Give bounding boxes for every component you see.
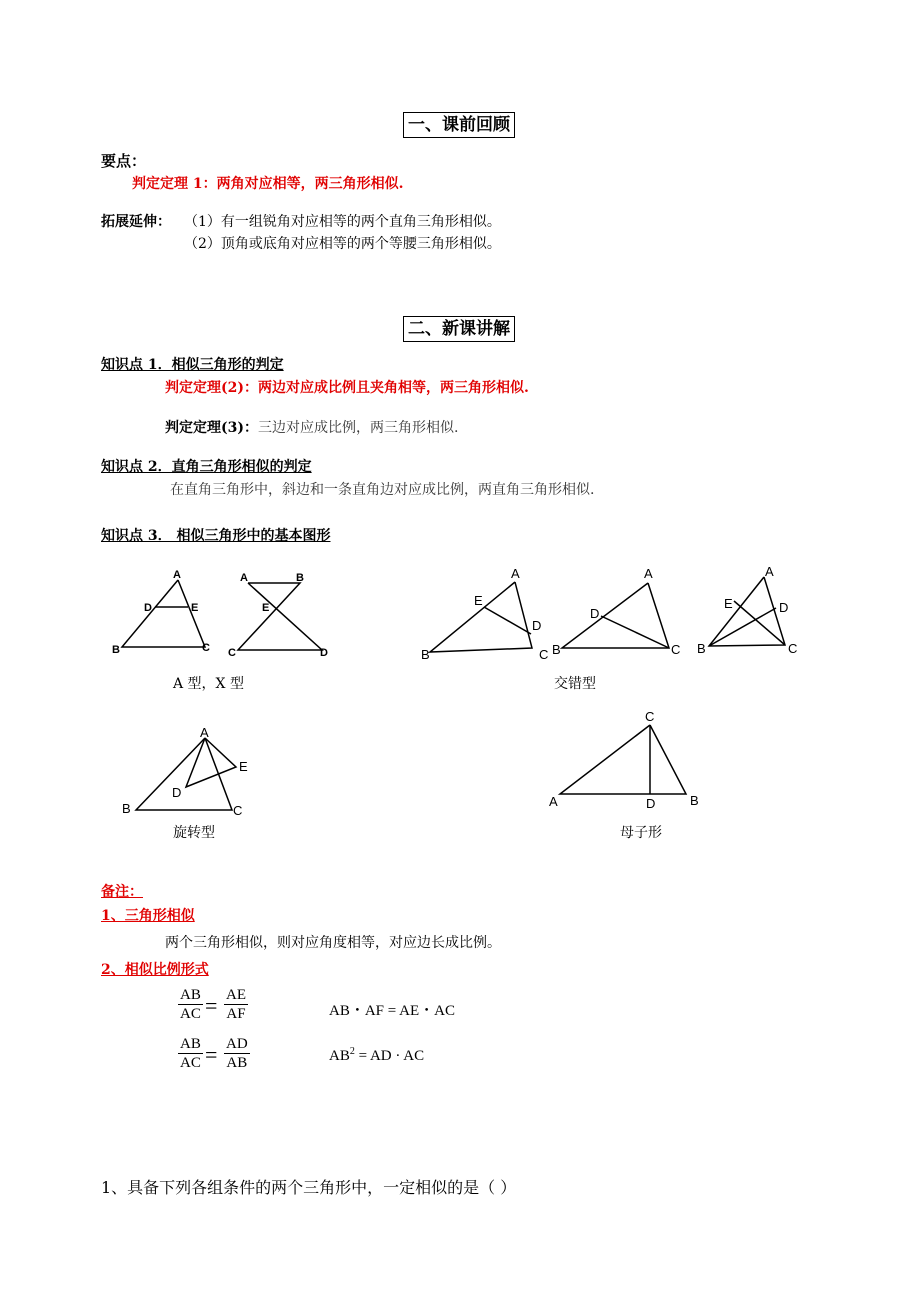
r-label-b: B <box>122 801 131 816</box>
section2-title: 二、新课讲解 <box>403 316 515 342</box>
c1-label-c: C <box>539 647 549 662</box>
c1-label-b: B <box>421 647 430 662</box>
formula1-product: AB・AF = AE・AC <box>329 1003 455 1019</box>
kp2-title: 知识点 2．直角三角形相似的判定 <box>101 459 312 475</box>
x-label-c: C <box>228 647 236 659</box>
f2-num1: AB <box>180 1036 201 1052</box>
cross-2-triangle <box>562 583 669 648</box>
extension-1: （1）有一组锐角对应相等的两个直角三角形相似。 <box>184 214 501 230</box>
formula2-right-fraction <box>224 1035 250 1072</box>
x-label-b: B <box>296 572 304 584</box>
cross-caption: 交错型 <box>554 676 596 692</box>
note2-title: 2、相似比例形式 <box>101 962 209 978</box>
f2-base: AB <box>329 1048 350 1064</box>
c3-label-c: C <box>788 641 798 656</box>
f2-equals: = <box>205 1042 218 1067</box>
formula2-product <box>329 1046 424 1065</box>
c3-label-b: B <box>697 641 706 656</box>
theorem1: 判定定理 1：两角对应相等，两三角形相似. <box>132 176 404 192</box>
f2-den1: AC <box>180 1055 201 1071</box>
c1-label-e: E <box>474 593 483 608</box>
ax-label-a: A <box>173 569 181 581</box>
c3-label-d: D <box>779 600 789 615</box>
cross-3-line-be <box>709 608 776 646</box>
c3-label-a: A <box>765 564 774 579</box>
f1-num1: AB <box>180 987 201 1003</box>
m-label-a: A <box>549 794 558 809</box>
c2-label-a: A <box>644 566 653 581</box>
f2-rest: = AD · AC <box>354 1048 425 1064</box>
theorem2-text: 判定定理(2)：两边对应成比例且夹角相等，两三角形相似. <box>165 380 529 396</box>
ax-label-e: E <box>191 602 199 614</box>
kp2-text: 在直角三角形中，斜边和一条直角边对应成比例，两直角三角形相似. <box>170 482 595 498</box>
r-label-a: A <box>200 725 209 740</box>
ax-label-d: D <box>144 602 152 614</box>
extension-2: （2）顶角或底角对应相等的两个等腰三角形相似。 <box>184 236 501 252</box>
f1-num2: AE <box>226 987 246 1003</box>
note1-text: 两个三角形相似，则对应角度相等，对应边长成比例。 <box>165 935 501 951</box>
ax-label-b: B <box>112 644 120 656</box>
notes-label: 备注： <box>101 884 143 900</box>
f2-den2: AB <box>226 1055 248 1071</box>
x-label-a: A <box>240 572 248 584</box>
r-label-e: E <box>239 759 248 774</box>
formula1-right-fraction <box>224 986 248 1023</box>
kp1-title: 知识点 1．相似三角形的判定 <box>101 357 284 373</box>
f1-den1: AC <box>180 1006 201 1022</box>
x-label-e: E <box>262 602 270 614</box>
extension-label: 拓展延伸： <box>101 214 171 230</box>
f1-equals: = <box>205 993 218 1018</box>
theorem3-text: 三边对应成比例，两三角形相似. <box>258 420 459 436</box>
ax-label-c: C <box>202 642 210 654</box>
x-label-d: D <box>320 647 328 659</box>
note1-title: 1、三角形相似 <box>101 908 195 924</box>
c2-label-b: B <box>552 642 561 657</box>
c2-label-d: D <box>590 606 600 621</box>
c1-label-d: D <box>532 618 542 633</box>
ax-caption: A 型，X 型 <box>173 676 244 692</box>
theorem3-label: 判定定理(3)： <box>165 420 258 436</box>
formula2-left-fraction <box>178 1035 203 1072</box>
x-type-shape <box>238 583 322 650</box>
m-label-d: D <box>646 796 656 811</box>
formula1-left-fraction <box>178 986 203 1023</box>
mother-son-triangle <box>560 725 686 794</box>
section1-title: 一、课前回顾 <box>403 112 515 138</box>
cross-2-line <box>601 616 669 648</box>
rotate-caption: 旋转型 <box>173 825 215 841</box>
mother-caption: 母子形 <box>620 825 662 841</box>
r-label-c: C <box>233 803 243 818</box>
f2-num2: AD <box>226 1036 248 1052</box>
c2-label-c: C <box>671 642 681 657</box>
r-label-d: D <box>172 785 182 800</box>
m-label-c: C <box>645 709 655 724</box>
question-1: 1、具备下列各组条件的两个三角形中，一定相似的是（ ） <box>101 1178 517 1197</box>
cross-3-line-cd <box>734 601 785 645</box>
m-label-b: B <box>690 793 699 808</box>
kp3-title: 知识点 3． 相似三角形中的基本图形 <box>101 528 331 544</box>
key-points-label: 要点： <box>101 152 147 170</box>
rotate-inner <box>186 738 236 787</box>
f1-den2: AF <box>226 1006 246 1022</box>
f2-sup: 2 <box>349 1046 355 1057</box>
cross-1-line <box>484 607 531 634</box>
c1-label-a: A <box>511 566 520 581</box>
c3-label-e: E <box>724 596 733 611</box>
